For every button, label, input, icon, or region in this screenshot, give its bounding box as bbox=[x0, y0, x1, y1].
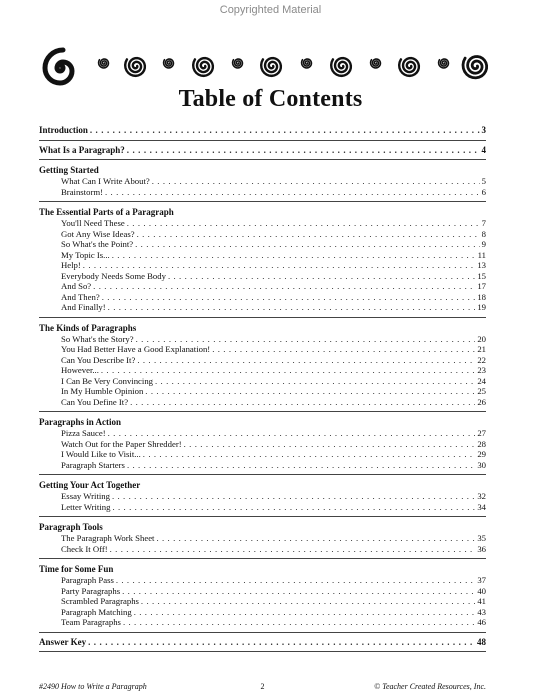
dot-leader bbox=[137, 229, 480, 240]
toc-entry-label: Paragraph Starters bbox=[61, 459, 125, 470]
toc-section bbox=[39, 563, 486, 633]
toc-entry[interactable] bbox=[39, 334, 486, 345]
divider bbox=[39, 159, 486, 160]
toc-section bbox=[39, 521, 486, 559]
toc-entry-page: 37 bbox=[477, 575, 486, 585]
toc-entry-page: 15 bbox=[477, 270, 486, 281]
spiral-icon bbox=[164, 59, 174, 68]
spiral-icon bbox=[331, 58, 351, 76]
table-of-contents bbox=[39, 125, 486, 652]
toc-entry-label: I Would Like to Visit... bbox=[61, 449, 141, 459]
toc-entry-page: 7 bbox=[481, 218, 486, 228]
dot-leader bbox=[108, 428, 476, 439]
toc-entry-label: The Paragraph Work Sheet bbox=[61, 533, 155, 543]
divider bbox=[39, 317, 486, 318]
spiral-icon bbox=[99, 59, 109, 68]
toc-entry-label: And So? bbox=[61, 281, 92, 291]
toc-entry-page: 36 bbox=[477, 543, 486, 554]
toc-entry-introduction[interactable] bbox=[39, 125, 486, 136]
toc-entry-page: 43 bbox=[477, 606, 486, 617]
toc-entry[interactable] bbox=[39, 533, 486, 544]
toc-entry-page: 3 bbox=[481, 125, 486, 135]
toc-entry-page: 27 bbox=[477, 428, 486, 438]
dot-leader bbox=[105, 187, 480, 198]
section-heading[interactable]: Getting Started bbox=[39, 165, 99, 175]
copyright-watermark: Copyrighted Material bbox=[219, 4, 322, 16]
toc-entry[interactable] bbox=[39, 596, 486, 607]
toc-entry-page: 32 bbox=[477, 491, 486, 501]
section-heading[interactable]: Paragraphs in Action bbox=[39, 417, 122, 427]
toc-entry-label: My Topic Is... bbox=[61, 249, 110, 260]
toc-entry-label: What Is a Paragraph? bbox=[39, 144, 125, 155]
dot-leader bbox=[168, 271, 475, 282]
spiral-icon bbox=[302, 59, 312, 68]
toc-entry[interactable] bbox=[39, 302, 486, 313]
section-heading[interactable]: Time for Some Fun bbox=[39, 564, 114, 574]
section-heading[interactable]: The Essential Parts of a Paragraph bbox=[39, 207, 174, 217]
toc-entry-page: 40 bbox=[477, 585, 486, 596]
toc-section bbox=[39, 206, 486, 318]
dot-leader bbox=[135, 239, 480, 250]
toc-entry[interactable] bbox=[39, 218, 486, 229]
dot-leader bbox=[108, 302, 476, 313]
divider bbox=[39, 474, 486, 475]
toc-entry-label: Team Paragraphs bbox=[61, 617, 121, 627]
spiral-icon bbox=[463, 56, 487, 77]
toc-entry-page: 21 bbox=[477, 344, 486, 354]
toc-entry-label: You Had Better Have a Good Explanation! bbox=[61, 344, 211, 354]
toc-entry-label: Paragraph Pass bbox=[61, 575, 114, 585]
divider bbox=[39, 651, 486, 652]
toc-entry-label: So What's the Point? bbox=[61, 239, 134, 249]
dot-leader bbox=[112, 502, 475, 513]
dot-leader bbox=[112, 250, 476, 261]
toc-section bbox=[39, 322, 486, 413]
toc-entry[interactable] bbox=[39, 292, 486, 303]
toc-entry-label: I Can Be Very Convincing bbox=[61, 375, 154, 386]
divider bbox=[39, 632, 486, 633]
spiral-icon bbox=[371, 59, 381, 68]
toc-entry-label: And Finally! bbox=[61, 302, 106, 312]
toc-entry-page: 24 bbox=[477, 375, 486, 386]
toc-entry[interactable] bbox=[39, 449, 486, 460]
divider bbox=[39, 411, 486, 412]
toc-entry-page: 20 bbox=[477, 333, 486, 344]
toc-entry-label: Paragraph Matching bbox=[61, 606, 132, 617]
toc-entry-label: Check It Off! bbox=[61, 543, 108, 554]
toc-entry-page: 5 bbox=[481, 176, 486, 186]
dot-leader bbox=[143, 449, 476, 460]
toc-entry[interactable] bbox=[39, 355, 486, 366]
toc-entry-page: 28 bbox=[477, 438, 486, 449]
toc-entry-page: 34 bbox=[477, 501, 486, 512]
toc-sections bbox=[39, 164, 486, 633]
toc-entry[interactable] bbox=[39, 491, 486, 502]
toc-entry-page: 30 bbox=[477, 459, 486, 470]
dot-leader bbox=[212, 344, 475, 355]
divider bbox=[39, 201, 486, 202]
divider bbox=[39, 140, 486, 141]
toc-entry-page: 25 bbox=[477, 386, 486, 396]
toc-entry-page: 29 bbox=[477, 449, 486, 459]
large-spiral-icon bbox=[45, 50, 72, 83]
toc-entry[interactable] bbox=[39, 439, 486, 450]
toc-entry[interactable] bbox=[39, 376, 486, 387]
toc-entry[interactable] bbox=[39, 271, 486, 282]
spiral-icon bbox=[261, 58, 281, 76]
toc-entry-label: What Can I Write About? bbox=[61, 176, 150, 186]
toc-entry-label: And Then? bbox=[61, 291, 100, 302]
toc-entry-label: In My Humble Opinion bbox=[61, 386, 144, 396]
divider bbox=[39, 558, 486, 559]
toc-entry-label: Pizza Sauce! bbox=[61, 428, 106, 438]
toc-entry[interactable] bbox=[39, 586, 486, 597]
spiral-icon bbox=[125, 58, 145, 76]
dot-leader bbox=[83, 260, 476, 271]
divider bbox=[39, 516, 486, 517]
toc-section bbox=[39, 479, 486, 517]
dot-leader bbox=[134, 607, 476, 618]
toc-entry-label: Party Paragraphs bbox=[61, 585, 121, 596]
toc-entry[interactable] bbox=[39, 460, 486, 471]
toc-entry-page: 35 bbox=[477, 533, 486, 543]
dot-leader bbox=[136, 334, 476, 345]
toc-entry-label: Got Any Wise Ideas? bbox=[61, 228, 135, 239]
toc-entry-page: 41 bbox=[477, 596, 486, 606]
spiral-icon bbox=[193, 58, 213, 76]
toc-entry[interactable] bbox=[39, 239, 486, 250]
toc-entry[interactable] bbox=[39, 176, 486, 187]
dot-leader bbox=[145, 386, 475, 397]
dot-leader bbox=[93, 281, 475, 292]
toc-entry-label: Letter Writing bbox=[61, 501, 111, 512]
spiral-icon bbox=[233, 59, 243, 68]
dot-leader bbox=[152, 176, 480, 187]
toc-entry-answer-key[interactable] bbox=[39, 637, 486, 648]
dot-leader bbox=[90, 125, 480, 136]
dot-leader bbox=[127, 145, 480, 156]
dot-leader bbox=[127, 460, 475, 471]
toc-entry-page: 9 bbox=[481, 239, 486, 249]
toc-entry-label: Watch Out for the Paper Shredder! bbox=[61, 438, 182, 449]
toc-entry-label: However... bbox=[61, 365, 99, 375]
toc-entry-label: Help! bbox=[61, 260, 81, 270]
footer-publisher: © Teacher Created Resources, Inc. bbox=[374, 682, 486, 691]
dot-leader bbox=[141, 596, 475, 607]
spiral-icon bbox=[399, 58, 419, 76]
footer-page-number: 2 bbox=[260, 682, 265, 691]
toc-entry-label: Scrambled Paragraphs bbox=[61, 596, 139, 606]
toc-entry-page: 23 bbox=[477, 365, 486, 375]
footer-book-title: #2490 How to Write a Paragraph bbox=[39, 682, 147, 691]
toc-entry-label: Can You Define It? bbox=[61, 396, 129, 407]
dot-leader bbox=[122, 586, 475, 597]
page-title: Table of Contents bbox=[178, 86, 363, 112]
toc-entry-label: Brainstorm! bbox=[61, 186, 103, 197]
toc-entry[interactable] bbox=[39, 250, 486, 261]
dot-leader bbox=[184, 439, 476, 450]
dot-leader bbox=[130, 397, 475, 408]
section-heading[interactable]: The Kinds of Paragraphs bbox=[39, 322, 137, 333]
toc-entry[interactable] bbox=[39, 229, 486, 240]
dot-leader bbox=[88, 637, 475, 648]
toc-entry-label: Answer Key bbox=[39, 636, 87, 647]
toc-entry-page: 17 bbox=[477, 281, 486, 291]
toc-entry-label: So What's the Story? bbox=[61, 333, 134, 344]
dot-leader bbox=[155, 376, 475, 387]
dot-leader bbox=[137, 355, 475, 366]
dot-leader bbox=[102, 292, 476, 303]
dot-leader bbox=[156, 533, 475, 544]
toc-entry-page: 13 bbox=[477, 260, 486, 270]
toc-entry-page: 48 bbox=[477, 636, 486, 647]
dot-leader bbox=[110, 544, 476, 555]
toc-entry[interactable] bbox=[39, 617, 486, 628]
toc-entry[interactable] bbox=[39, 428, 486, 439]
toc-entry-label: Introduction bbox=[39, 125, 88, 135]
dot-leader bbox=[123, 617, 475, 628]
toc-entry-page: 19 bbox=[477, 302, 486, 312]
toc-entry[interactable] bbox=[39, 344, 486, 355]
toc-entry-label: Essay Writing bbox=[61, 491, 110, 501]
dot-leader bbox=[101, 365, 475, 376]
toc-entry[interactable] bbox=[39, 502, 486, 513]
dot-leader bbox=[112, 491, 475, 502]
section-heading[interactable]: Paragraph Tools bbox=[39, 522, 103, 532]
toc-entry-page: 4 bbox=[481, 144, 486, 155]
toc-entry[interactable] bbox=[39, 397, 486, 408]
toc-entry-page: 26 bbox=[477, 396, 486, 407]
dot-leader bbox=[116, 575, 475, 586]
toc-section bbox=[39, 164, 486, 202]
toc-entry[interactable] bbox=[39, 544, 486, 555]
toc-entry[interactable] bbox=[39, 575, 486, 586]
toc-entry[interactable] bbox=[39, 386, 486, 397]
section-heading[interactable]: Getting Your Act Together bbox=[39, 480, 141, 490]
toc-entry[interactable] bbox=[39, 187, 486, 198]
toc-entry-page: 18 bbox=[477, 291, 486, 302]
toc-entry-what-is-a-paragraph[interactable] bbox=[39, 145, 486, 156]
toc-entry[interactable] bbox=[39, 260, 486, 271]
spiral-icon bbox=[439, 59, 449, 68]
toc-entry[interactable] bbox=[39, 365, 486, 376]
toc-entry-page: 22 bbox=[477, 354, 486, 365]
toc-entry-label: Everybody Needs Some Body bbox=[61, 270, 166, 281]
toc-entry-page: 46 bbox=[477, 617, 486, 627]
toc-entry-page: 6 bbox=[481, 186, 486, 197]
toc-entry[interactable] bbox=[39, 281, 486, 292]
toc-entry[interactable] bbox=[39, 607, 486, 618]
dot-leader bbox=[127, 218, 480, 229]
toc-entry-label: Can You Describe It? bbox=[61, 354, 136, 365]
toc-entry-label: You'll Need These bbox=[61, 218, 125, 228]
toc-entry-page: 8 bbox=[481, 228, 486, 239]
toc-section bbox=[39, 416, 486, 475]
toc-entry-page: 11 bbox=[477, 249, 486, 260]
